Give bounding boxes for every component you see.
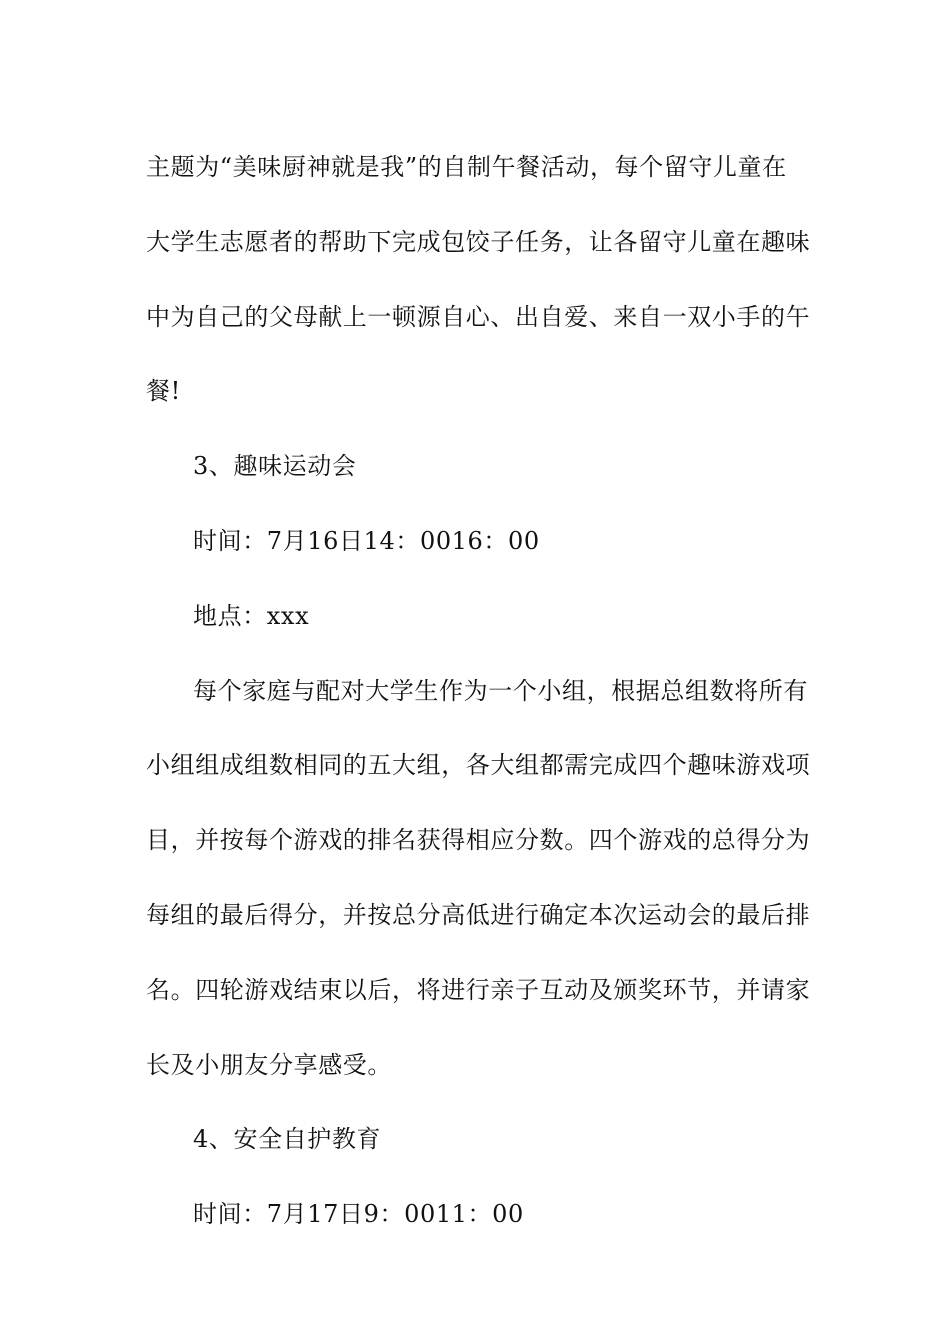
paragraph-line: 小组组成组数相同的五大组，各大组都需完成四个趣味游戏项 [146,751,811,780]
paragraph-line: 大学生志愿者的帮助下完成包饺子任务，让各留守儿童在趣味 [146,227,811,256]
paragraph-line: 每个家庭与配对大学生作为一个小组，根据总组数将所有 [193,676,808,705]
section-heading-sports-meet: 3、趣味运动会 [193,452,357,481]
paragraph-line: 名。四轮游戏结束以后，将进行亲子互动及颁奖环节，并请家 [146,975,811,1004]
paragraph-line: 主题为“美味厨神就是我”的自制午餐活动，每个留守儿童在 [146,153,787,181]
document-page [146,130,811,1252]
paragraph-line: 目，并按每个游戏的排名获得相应分数。四个游戏的总得分为 [146,826,811,855]
section-heading-safety: 4、安全自护教育 [193,1125,382,1154]
paragraph-line: 每组的最后得分，并按总分高低进行确定本次运动会的最后排 [146,900,811,929]
time-line: 时间：7月16日14：0016：00 [193,526,540,555]
paragraph-line: 餐! [146,377,181,406]
paragraph-line: 中为自己的父母献上一顿源自心、出自爱、来自一双小手的午 [146,302,811,331]
time-line: 时间：7月17日9：0011：00 [193,1200,524,1229]
location-line: 地点：xxx [193,601,310,630]
paragraph-line: 长及小朋友分享感受。 [146,1050,392,1079]
